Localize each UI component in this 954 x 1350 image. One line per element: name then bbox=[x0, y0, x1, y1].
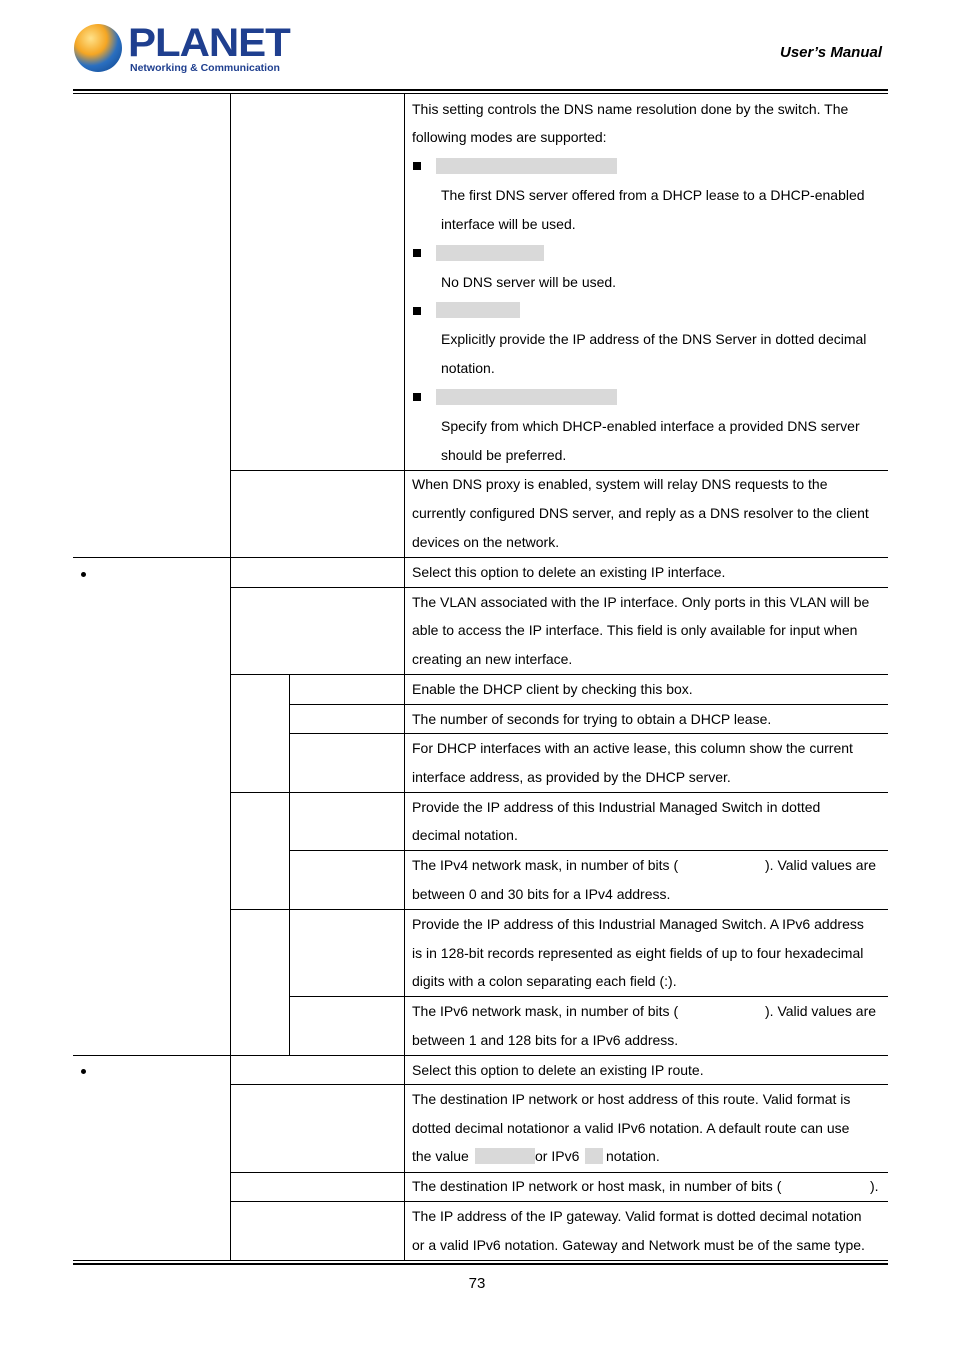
ipv6-mask-line1b: ). Valid values are bbox=[765, 1003, 877, 1019]
page-number: 73 bbox=[468, 1275, 486, 1292]
gateway-line1: The IP address of the IP gateway. Valid format is dotted decimal notation bbox=[412, 1208, 862, 1224]
mode4-desc-line2: should be preferred. bbox=[441, 447, 567, 463]
vlan-line1: The VLAN associated with the IP interface. Only ports in this VLAN will be bbox=[412, 594, 870, 610]
manual-title: User’s Manual bbox=[780, 44, 882, 61]
mode4-desc-line1: Specify from which DHCP-enabled interface a provided DNS server bbox=[441, 418, 860, 434]
ipv6-address-line2: is in 128-bit records represented as eight fields of up to four hexadecimal bbox=[412, 945, 864, 961]
ipv4-address-line2: decimal notation. bbox=[412, 827, 518, 843]
ipv6-address-line3: digits with a colon separating each field (:). bbox=[412, 973, 677, 989]
default-route-ipv6-highlight bbox=[585, 1148, 603, 1164]
vlan-line3: creating an new interface. bbox=[412, 651, 573, 667]
mode1-label-highlight bbox=[436, 158, 617, 174]
default-route-ipv4-highlight bbox=[475, 1148, 535, 1164]
ipv4-address-line1: Provide the IP address of this Industrial Managed Switch in dotted bbox=[412, 799, 821, 815]
bullet-square-icon bbox=[413, 249, 421, 257]
footer-rule-thin bbox=[73, 1260, 888, 1261]
dns-intro-line1: This setting controls the DNS name resolution done by the switch. The bbox=[412, 101, 849, 117]
ipv4-mask-line1a: The IPv4 network mask, in number of bits ( bbox=[412, 857, 679, 873]
mode1-desc-line2: interface will be used. bbox=[441, 216, 576, 232]
mode1-desc-line1: The first DNS server offered from a DHCP lease to a DHCP-enabled bbox=[441, 187, 865, 203]
dhcp-enable-desc: Enable the DHCP client by checking this box. bbox=[412, 681, 693, 697]
logo-wordmark: PLANET bbox=[128, 21, 290, 65]
ipv6-mask-line1a: The IPv6 network mask, in number of bits ( bbox=[412, 1003, 679, 1019]
ipv6-mask-line2: between 1 and 128 bits for a IPv6 address. bbox=[412, 1032, 679, 1048]
footer-rule bbox=[73, 1263, 888, 1265]
mode2-label-highlight bbox=[436, 245, 544, 261]
bullet-dot-icon bbox=[81, 572, 86, 577]
route-network-line3b: or IPv6 bbox=[535, 1148, 580, 1164]
route-network-line2: dotted decimal notationor a valid IPv6 notation. A default route can use bbox=[412, 1120, 850, 1136]
proxy-line3: devices on the network. bbox=[412, 534, 560, 550]
ipv6-address-line1: Provide the IP address of this Industrial Managed Switch. A IPv6 address bbox=[412, 916, 864, 932]
mode4-label-highlight bbox=[436, 389, 617, 405]
header-rule bbox=[73, 89, 888, 91]
bullet-square-icon bbox=[413, 162, 421, 170]
delete-interface-desc: Select this option to delete an existing IP interface. bbox=[412, 564, 726, 580]
ipv4-mask-line1b: ). Valid values are bbox=[765, 857, 877, 873]
route-network-line3c: notation. bbox=[606, 1148, 660, 1164]
mode3-desc-line2: notation. bbox=[441, 360, 495, 376]
route-mask-a: The destination IP network or host mask, in number of bits ( bbox=[412, 1178, 782, 1194]
ipv4-mask-line2: between 0 and 30 bits for a IPv4 address. bbox=[412, 886, 671, 902]
proxy-line2: currently configured DNS server, and reply as a DNS resolver to the client bbox=[412, 505, 869, 521]
delete-route-desc: Select this option to delete an existing IP route. bbox=[412, 1062, 704, 1078]
mode2-desc: No DNS server will be used. bbox=[441, 274, 617, 290]
globe-icon bbox=[74, 24, 122, 72]
dhcp-current-line2: interface address, as provided by the DHCP server. bbox=[412, 769, 731, 785]
route-network-line3a: the value bbox=[412, 1148, 469, 1164]
gateway-line2: or a valid IPv6 notation. Gateway and Network must be of the same type. bbox=[412, 1237, 865, 1253]
dns-intro-line2: following modes are supported: bbox=[412, 129, 607, 145]
header-rule-thin bbox=[73, 93, 888, 94]
bullet-dot-icon bbox=[81, 1069, 86, 1074]
proxy-line1: When DNS proxy is enabled, system will relay DNS requests to the bbox=[412, 476, 828, 492]
route-mask-b: ). bbox=[870, 1178, 879, 1194]
bullet-square-icon bbox=[413, 307, 421, 315]
route-network-line1: The destination IP network or host address of this route. Valid format is bbox=[412, 1091, 851, 1107]
dhcp-current-line1: For DHCP interfaces with an active lease, this column show the current bbox=[412, 740, 853, 756]
planet-logo bbox=[74, 21, 290, 78]
bullet-square-icon bbox=[413, 393, 421, 401]
logo-tagline: Networking & Communication bbox=[130, 62, 280, 74]
vlan-line2: able to access the IP interface. This field is only available for input when bbox=[412, 622, 858, 638]
mode3-label-highlight bbox=[436, 302, 520, 318]
mode3-desc-line1: Explicitly provide the IP address of the DNS Server in dotted decimal bbox=[441, 331, 867, 347]
dhcp-timeout-desc: The number of seconds for trying to obtain a DHCP lease. bbox=[412, 711, 772, 727]
